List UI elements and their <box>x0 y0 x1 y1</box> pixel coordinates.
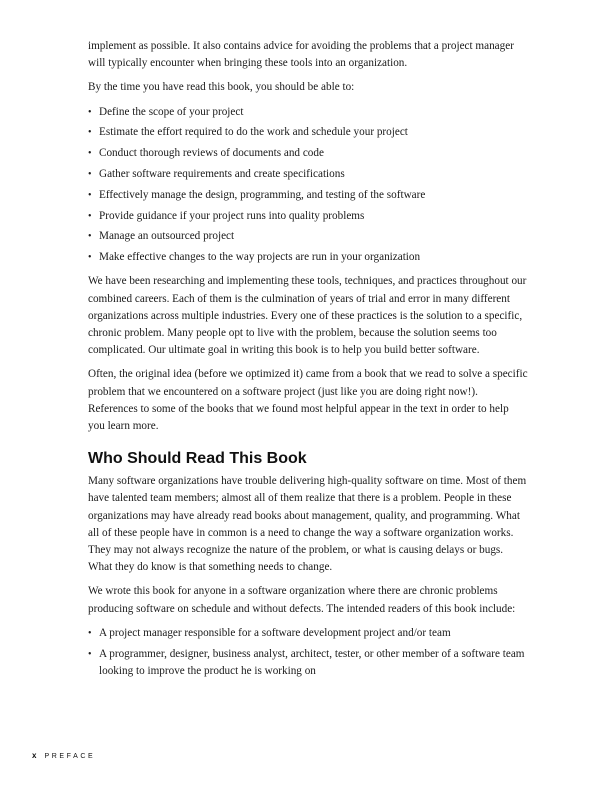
paragraph-many-orgs: Many software organizations have trouble delivering high-quality software on time. Most of them have talented team members; almost all of them realize that there is a problem. People in these organizations may have already read books about management, quality, and programming. What all of these people have in common is a need to change the way a software organization works. They may not always recognize the nature of the problem, or what is causing delays or bugs. What they do know is that something needs to change. <box>88 475 527 574</box>
list-item: • A project manager responsible for a software development project and/or team <box>88 625 528 642</box>
list-item: • A programmer, designer, business analyst, architect, tester, or other member of a software team looking to improve the product he is working on <box>88 646 528 680</box>
list-item: • Make effective changes to the way projects are run in your organization <box>88 249 528 266</box>
paragraph-intro-continued: implement as possible. It also contains advice for avoiding the problems that a project manager will typically encounter when bringing these tools into an organization. <box>88 40 514 70</box>
list-item: • Conduct thorough reviews of documents and code <box>88 145 528 162</box>
running-footer-label: PREFACE <box>44 753 96 760</box>
paragraph-original-idea: Often, the original idea (before we optimized it) came from a book that we read to solve a specific problem that we encountered on a software project (just like you are doing right now!). References to some of the books that we found most helpful appear in the text in order to help you learn more. <box>88 368 528 433</box>
list-item: • Define the scope of your project <box>88 104 528 121</box>
page-footer <box>32 751 95 760</box>
paragraph-by-the-time: By the time you have read this book, you should be able to: <box>88 81 355 94</box>
readers-list <box>88 625 528 680</box>
list-item: • Effectively manage the design, programming, and testing of the software <box>88 187 528 204</box>
goals-list <box>88 104 528 267</box>
paragraph-researching: We have been researching and implementing these tools, techniques, and practices throughout our combined careers. Each of them is the culmination of years of trial and error in many different organizations across multiple industries. Every one of these practices is the solution to a specific, chronic problem. Many people opt to live with the problem, because the solution seems too complicated. Our ultimate goal in writing this book is to help you build better software. <box>88 275 527 357</box>
list-item: • Estimate the effort required to do the work and schedule your project <box>88 124 528 141</box>
section-heading: Who Should Read This Book <box>88 450 307 468</box>
page-number: x <box>32 751 37 760</box>
paragraph-we-wrote: We wrote this book for anyone in a software organization where there are chronic problems producing software on schedule and without defects. The intended readers of this book include: <box>88 585 516 615</box>
list-item: • Provide guidance if your project runs into quality problems <box>88 208 528 225</box>
list-item: • Manage an outsourced project <box>88 228 528 245</box>
list-item: • Gather software requirements and create specifications <box>88 166 528 183</box>
page-body <box>88 38 528 687</box>
